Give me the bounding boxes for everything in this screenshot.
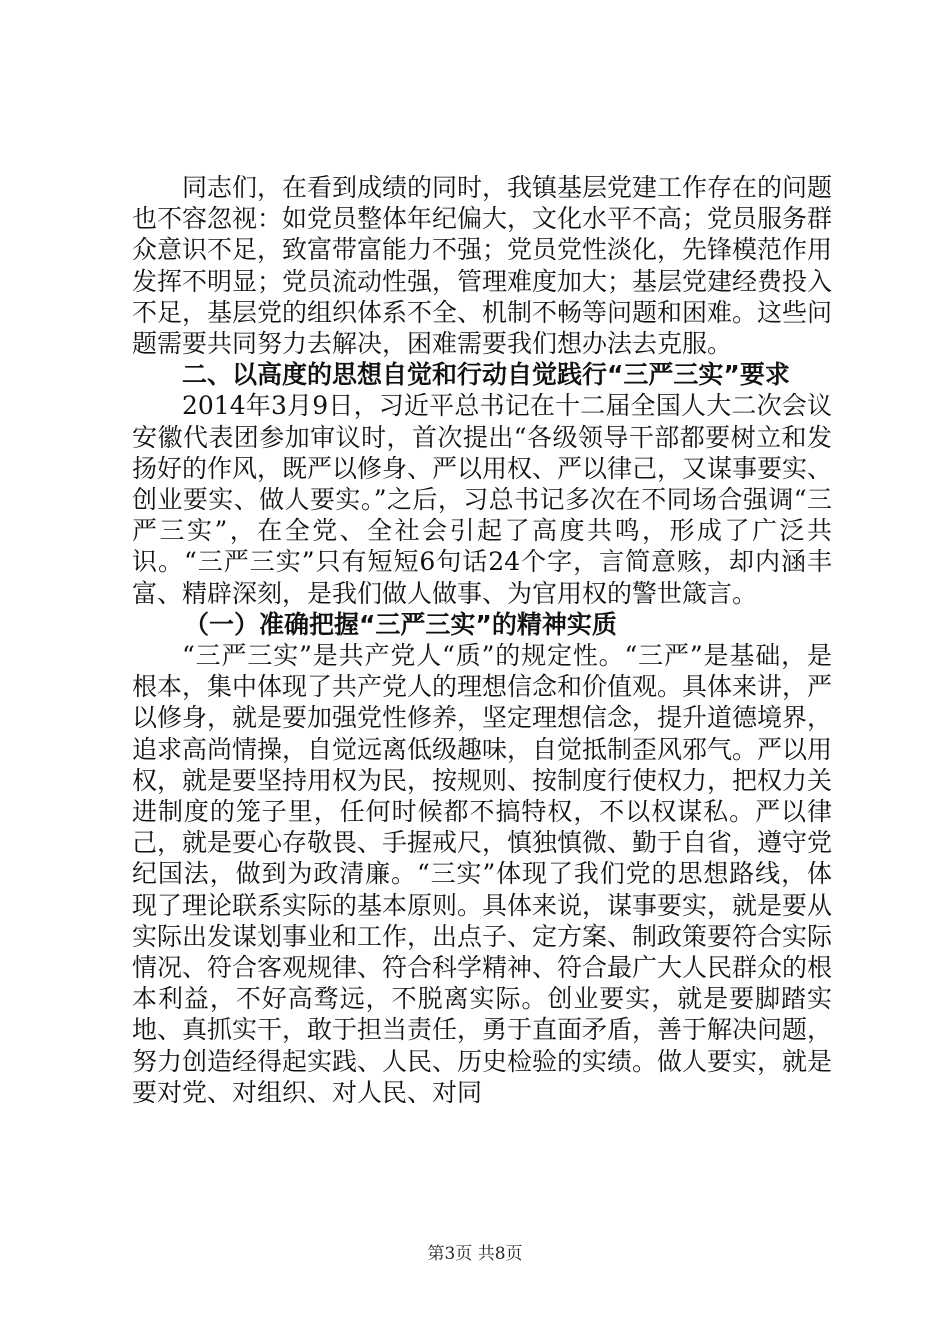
- page-number-footer: 第3页 共8页: [427, 1244, 523, 1264]
- subsection-heading-one: （一）准确把握“三严三实”的精神实质: [184, 609, 617, 639]
- paragraph-three-stricts-origin: 2014年3月9日，习近平总书记在十二届全国人大二次会议安徽代表团参加审议时，首次提出“各级领导干部都要树立和发扬好的作风，既严以修身、严以用权、严以律己，又谋事要实、创业要实、做人要实。”之后，习总书记多次在不同场合强调“三严三实”，在全党、全社会引起了高度共鸣，形成了广泛共识。“三严三实”只有短短6句话24个字，言简意赅，却内涵丰富、精辟深刻，是我们做人做事、为官用权的警世箴言。: [132, 391, 833, 608]
- paragraph-spirit-essence: “三严三实”是共产党人“质”的规定性。“三严”是基础，是根本，集中体现了共产党人的理想信念和价值观。具体来讲，严以修身，就是要加强党性修养，坚定理想信念，提升道德境界，追求高尚情操，自觉远离低级趣味，自觉抵制歪风邪气。严以用权，就是要坚持用权为民，按规则、按制度行使权力，把权力关进制度的笼子里，任何时候都不搞特权，不以权谋私。严以律己，就是要心存敬畏、手握戒尺，慎独慎微、勤于自省，遵守党纪国法，做到为政清廉。“三实”体现了我们党的思想路线，体现了理论联系实际的基本原则。具体来说，谋事要实，就是要从实际出发谋划事业和工作，出点子、定方案、制政策要符合实际情况、符合客观规律、符合科学精神、符合最广大人民群众的根本利益，不好高骛远，不脱离实际。创业要实，就是要脚踏实地、真抓实干，敢于担当责任，勇于直面矛盾，善于解决问题，努力创造经得起实践、人民、历史检验的实绩。做人要实，就是要对党、对组织、对人民、对同: [132, 641, 833, 1107]
- section-heading-two: 二、以高度的思想自觉和行动自觉践行“三严三实”要求: [182, 360, 790, 390]
- document-body: [132, 172, 832, 1108]
- paragraph-problems: 同志们，在看到成绩的同时，我镇基层党建工作存在的问题也不容忽视：如党员整体年纪偏大，文化水平不高；党员服务群众意识不足，致富带富能力不强；党员党性淡化，先锋模范作用发挥不明显；党员流动性强，管理难度加大；基层党建经费投入不足，基层党的组织体系不全、机制不畅等问题和困难。这些问题需要共同努力去解决，困难需要我们想办法去克服。: [132, 173, 833, 359]
